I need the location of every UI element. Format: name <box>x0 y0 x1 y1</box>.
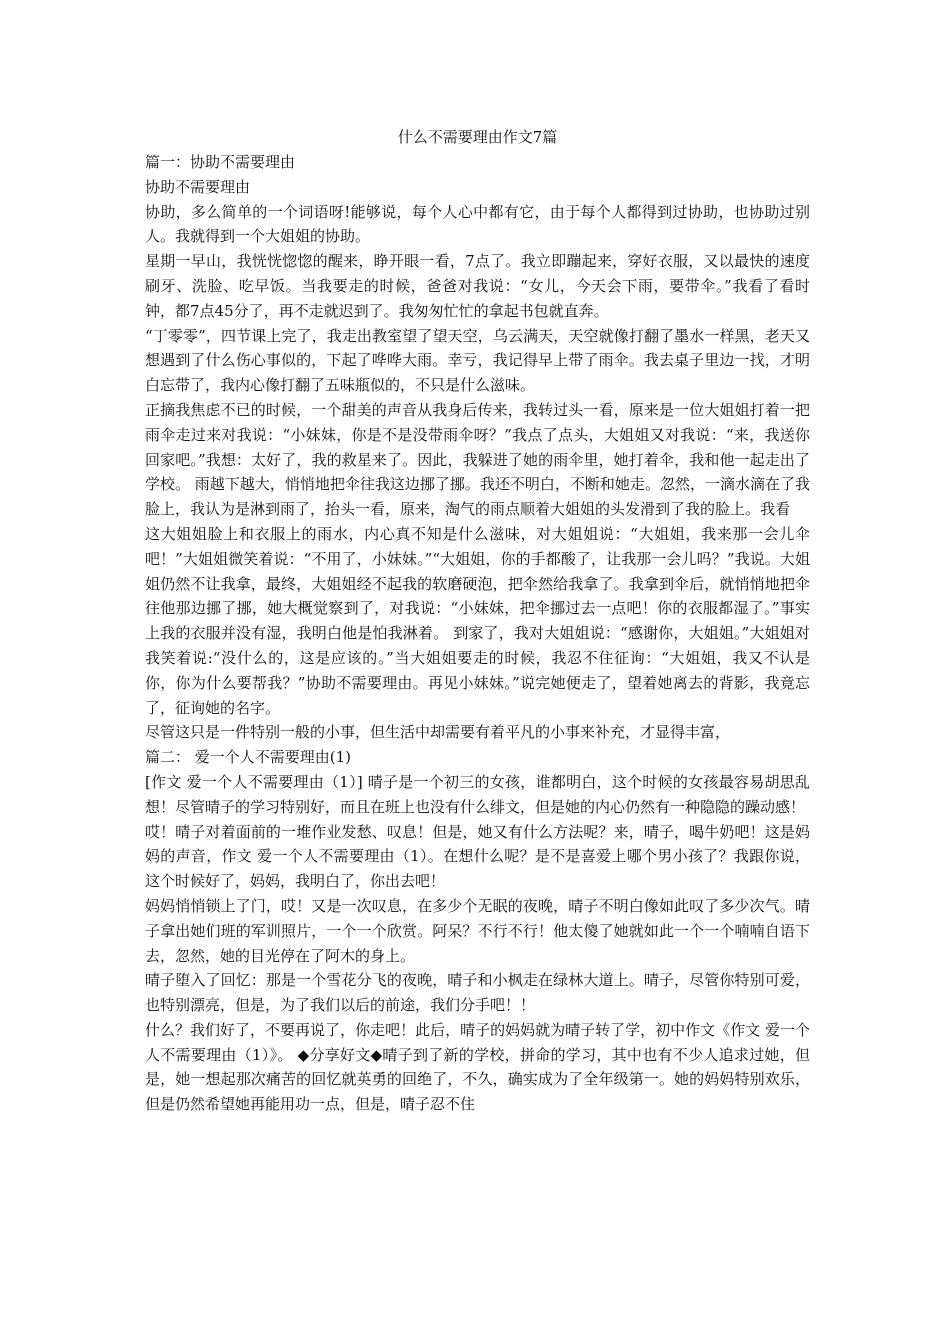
document-title: 什么不需要理由作文7篇 <box>397 128 558 146</box>
paragraph: [作文 爱一个人不需要理由（1）] 晴子是一个初三的女孩，谁都明白，这个时候的女孩最容易胡思乱想！尽管晴子的学习特别好，而且在班上也没有什么绯文，但是她的内心仍然有一种隐隐的躁动感！ <box>145 772 810 816</box>
paragraph: 正摘我焦虑不已的时候，一个甜美的声音从我身后传来，我转过头一看，原来是一位大姐姐打着一把雨伞走过来对我说：“小妹妹，你是不是没带雨伞呀？”我点了点头，大姐姐又对我说：“来，我送你回家吧。”我想：太好了，我的救星来了。因此，我躲进了她的雨伞里，她打着伞，我和他一起走出了学校。 雨越下越大，悄悄地把伞往我这边挪了挪。我还不明白，不断和她走。忽然，一滴水滴在了我脸上，我认为是淋到雨了，抬头一看，原来，淘气的雨点顺着大姐姐的头发滑到了我的脸上。我看 <box>145 400 810 519</box>
paragraph: “丁零零”，四节课上完了，我走出教室望了望天空，乌云满天，天空就像打翻了墨水一样黑，老天又想遇到了什么伤心事似的，下起了哗哗大雨。幸亏，我记得早上带了雨伞。我去桌子里边一找，才明白忘带了，我内心像打翻了五味瓶似的，不只是什么滋味。 <box>145 326 810 395</box>
paragraph: 什么？我们好了，不要再说了，你走吧！此后，晴子的妈妈就为晴子转了学，初中作文《作文 爱一个人不需要理由（1）》。 ◆分享好文◆晴子到了新的学校，拼命的学习，其中也有不少人追求过她，但是，她一想起那次痛苦的回忆就英勇的回绝了，不久，确实成为了全年级第一。她的妈妈特别欢乐，但是仍然希望她再能用功一点，但是，晴子忍不住 <box>145 1020 810 1114</box>
subtitle: 协助不需要理由 <box>145 177 251 196</box>
paragraph: 晴子堕入了回忆：那是一个雪花分飞的夜晚，晴子和小枫走在绿林大道上。晴子，尽管你特别可爱，也特别漂亮，但是，为了我们以后的前途，我们分手吧！！ <box>145 971 810 1015</box>
section-heading-1: 篇一：协助不需要理由 <box>145 153 296 171</box>
paragraph: 妈妈悄悄锁上了门，哎！又是一次叹息，在多少个无眠的夜晚，晴子不明白像如此叹了多少次气。晴子拿出她们班的军训照片，一个一个欣赏。阿呆？不行不行！他太傻了她就如此一个一个喃喃自语下去，忽然，她的目光停在了阿木的身上。 <box>145 896 810 965</box>
paragraph: 星期一早山，我恍恍惚惚的醒来，睁开眼一看，7点了。我立即蹦起来，穿好衣服，又以最快的速度刷牙、洗脸、吃早饭。当我要走的时候，爸爸对我说：“女儿，今天会下雨，要带伞。”我看了看时钟，都7点45分了，再不走就迟到了。我匆匆忙忙的拿起书包就直奔。 <box>145 252 810 320</box>
paragraph: 尽管这只是一件特别一般的小事，但生活中却需要有着平凡的小事来补充，才显得丰富， <box>145 723 731 742</box>
paragraph: 这大姐姐脸上和衣服上的雨水，内心真不知是什么滋味，对大姐姐说：“大姐姐，我来那一会儿伞吧！”大姐姐微笑着说：“不用了，小妹妹。”“大姐姐，你的手都酸了，让我那一会儿吗？”我说。大姐姐仍然不让我拿，最终，大姐姐经不起我的软磨硬泡，把伞然给我拿了。我拿到伞后，就悄悄地把伞往他那边挪了挪，她大概觉察到了，对我说：“小妹妹，把伞挪过去一点吧！你的衣服都湿了。”事实上我的衣服并没有湿，我明白他是怕我淋着。 到家了，我对大姐姐说：“感谢你，大姐姐。”大姐姐对我笑着说:“没什么的，这是应该的。”当大姐姐要走的时候，我忍不住征询：“大姐姐，我又不认是你，你为什么要帮我？”协助不需要理由。再见小妹妹。”说完她便走了，望着她离去的背影，我竟忘了，征询她的名字。 <box>145 524 810 717</box>
paragraph: 协助，多么简单的一个词语呀!能够说，每个人心中都有它，由于每个人都得到过协助，也协助过别人。我就得到一个大姐姐的协助。 <box>145 202 810 246</box>
section-heading-2: 篇二： 爱一个人不需要理由(1) <box>145 748 352 767</box>
paragraph: 哎！晴子对着面前的一堆作业发愁、叹息！但是，她又有什么方法呢？来，晴子，喝牛奶吧！这是妈妈的声音，作文 爱一个人不需要理由（1）。在想什么呢？是不是喜爱上哪个男小孩了？我跟你说，这个时候好了，妈妈，我明白了，你出去吧！ <box>145 822 810 891</box>
document-page <box>145 124 810 1117</box>
